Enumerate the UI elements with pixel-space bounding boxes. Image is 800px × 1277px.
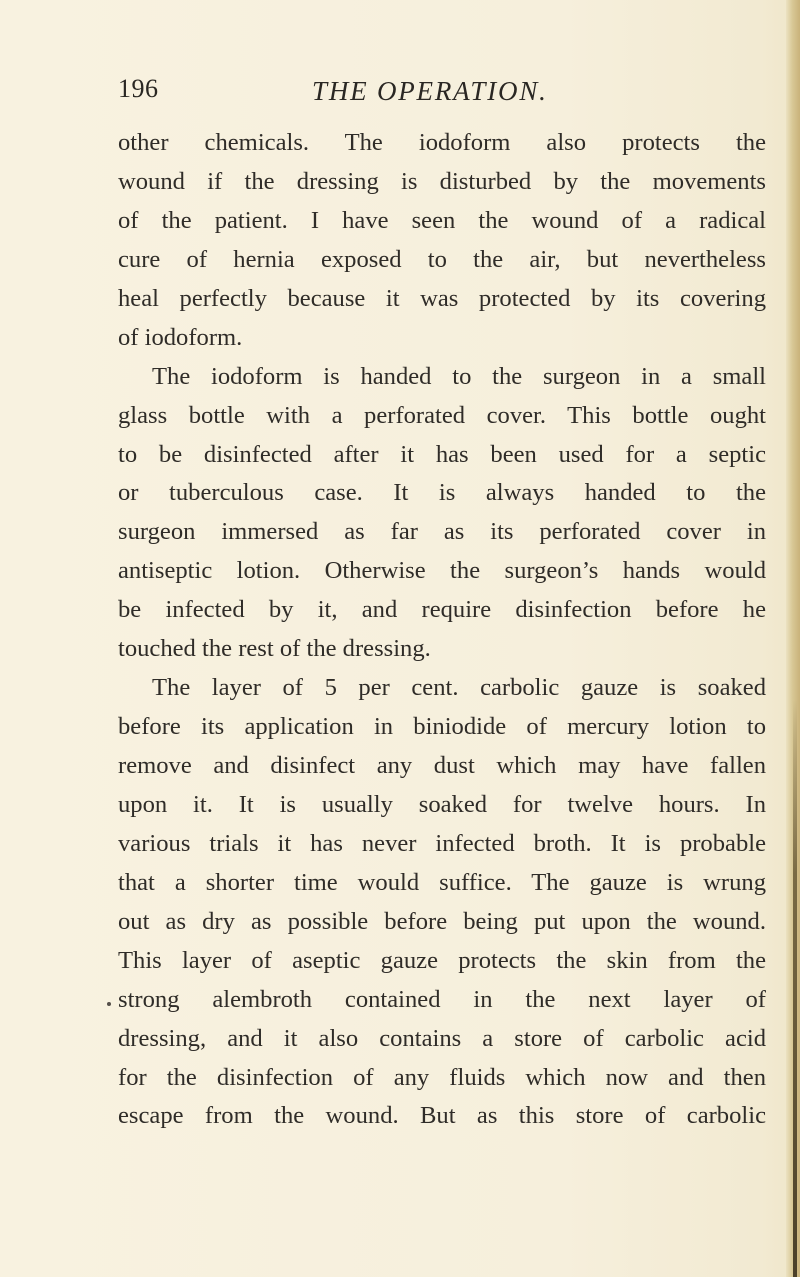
text-line: surgeon immersed as far as its perforated cover in [118, 518, 766, 546]
text-line: touched the rest of the dressing. [118, 635, 431, 663]
text-line: This layer of aseptic gauze protects the skin from the [118, 946, 766, 974]
text-line: heal perfectly because it was protected by its covering [118, 284, 766, 312]
text-line: wound if the dressing is disturbed by the movements [118, 167, 766, 195]
text-line: to be disinfected after it has been used for a septic [118, 440, 766, 468]
text-line: The iodoform is handed to the surgeon in a small [152, 362, 766, 390]
text-line: antiseptic lotion. Otherwise the surgeon’s hands would [118, 557, 766, 585]
body-text [118, 124, 766, 1136]
page-number: 196 [118, 74, 159, 103]
text-line: escape from the wound. But as this store of carbolic [118, 1102, 766, 1130]
text-line: dressing, and it also contains a store of carbolic acid [118, 1024, 766, 1052]
text-line: of the patient. I have seen the wound of a radical [118, 206, 766, 234]
text-line: that a shorter time would suffice. The gauze is wrung [118, 868, 766, 896]
text-line: The layer of 5 per cent. carbolic gauze is soaked [152, 674, 766, 702]
page-edge-shadow [793, 700, 797, 1277]
text-line: strong alembroth contained in the next layer of [118, 985, 766, 1013]
running-head: THE OPERATION. [312, 76, 548, 106]
ink-speck [107, 1002, 111, 1006]
text-line: various trials it has never infected broth. It is probable [118, 829, 766, 857]
text-line: be infected by it, and require disinfection before he [118, 596, 766, 624]
text-line: out as dry as possible before being put upon the wound. [118, 907, 766, 935]
text-line: of iodoform. [118, 323, 243, 351]
text-line: cure of hernia exposed to the air, but nevertheless [118, 245, 766, 273]
page-edge [786, 0, 800, 1277]
text-line: before its application in biniodide of mercury lotion to [118, 713, 766, 741]
text-line: upon it. It is usually soaked for twelve hours. In [118, 790, 766, 818]
text-line: glass bottle with a perforated cover. This bottle ought [118, 401, 766, 429]
text-line: for the disinfection of any fluids which now and then [118, 1063, 766, 1091]
text-line: remove and disinfect any dust which may have fallen [118, 752, 766, 779]
text-line: other chemicals. The iodoform also protects the [118, 129, 766, 156]
text-line: or tuberculous case. It is always handed to the [118, 479, 766, 507]
